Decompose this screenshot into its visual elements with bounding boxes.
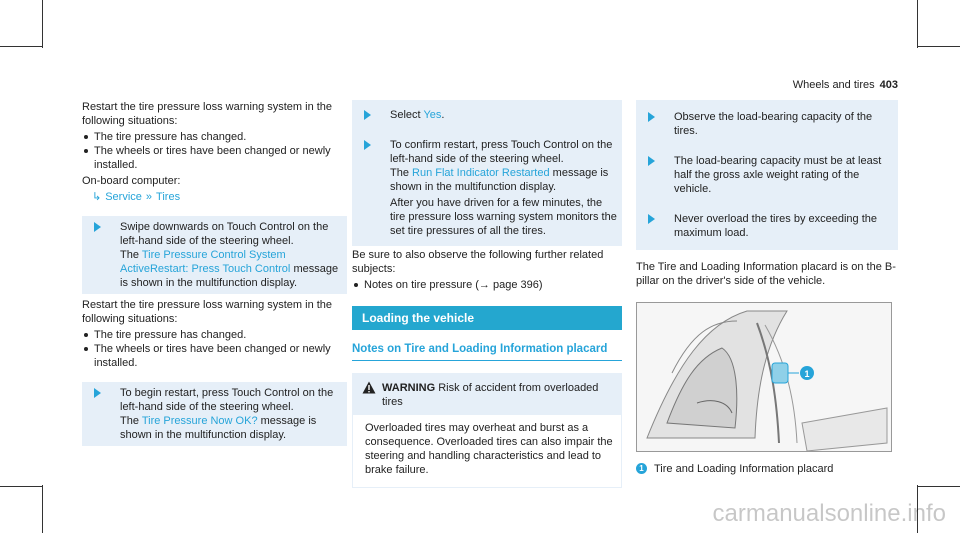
list-item: The wheels or tires have been changed or newly installed.	[82, 144, 347, 172]
double-chevron-icon: »	[145, 191, 153, 203]
step-text: Observe the load-bearing capacity of the tires.	[674, 111, 873, 137]
display-message: Run Flat Indicator Restarted	[412, 167, 550, 179]
instruction-step	[82, 382, 347, 446]
step-text: Swipe downwards on Touch Control on the left-hand side of the steering wheel.	[120, 221, 329, 247]
crop-mark	[42, 485, 43, 533]
step-text: message is shown in the multifunction display.	[390, 167, 609, 193]
paragraph: The Tire and Loading Information placard is on the B-pillar on the driver's side of the vehicle.	[636, 261, 896, 287]
vehicle-interior-illustration	[636, 302, 892, 452]
onboard-label: On-board computer:	[82, 175, 181, 187]
instruction-step	[636, 106, 898, 142]
list-item: The tire pressure has changed.	[82, 130, 347, 144]
bullet-list	[352, 278, 622, 292]
placard-callout-number: 1	[804, 369, 810, 379]
menu-path-item: Tires	[156, 191, 181, 203]
step-arrow-icon	[364, 110, 371, 120]
watermark: carmanualsonline.info	[712, 500, 946, 527]
step-arrow-icon	[648, 156, 655, 166]
step-text: The	[120, 249, 139, 261]
menu-path	[82, 190, 347, 204]
crop-mark	[0, 46, 42, 47]
list-item: The tire pressure has changed.	[82, 328, 347, 342]
step-arrow-icon	[648, 112, 655, 122]
warning-label: WARNING	[382, 382, 436, 394]
section-heading: Loading the vehicle	[352, 306, 622, 330]
header-section: Wheels and tires	[792, 79, 875, 91]
warning-body: Overloaded tires may overheat and burst as a consequence. Overloaded tires can also impair the steering and handling characteristics and lead to brake failure.	[352, 415, 622, 488]
crop-mark	[42, 0, 43, 48]
step-text: Never overload the tires by exceeding the maximum load.	[674, 213, 878, 239]
instruction-steps	[352, 100, 622, 246]
warning-triangle-icon	[362, 381, 376, 394]
crop-mark	[917, 46, 960, 47]
step-arrow-icon	[94, 222, 101, 232]
step-arrow-icon	[364, 140, 371, 150]
menu-hook-icon: ↳	[92, 191, 102, 203]
callout-number: 1	[636, 463, 647, 474]
step-text: The load-bearing capacity must be at least half the gross axle weight rating of the vehicle.	[674, 155, 882, 195]
column-3	[636, 100, 898, 476]
paragraph: Restart the tire pressure loss warning system in the following situations:	[82, 101, 333, 127]
crop-mark	[0, 486, 42, 487]
menu-path-item: Service	[105, 191, 142, 203]
list-item: The wheels or tires have been changed or newly installed.	[82, 342, 347, 370]
display-option: Yes	[423, 109, 442, 121]
subsection-heading: Notes on Tire and Loading Information placard	[352, 342, 622, 361]
paragraph: Restart the tire pressure loss warning system in the following situations:	[82, 299, 333, 325]
step-text: The	[120, 415, 139, 427]
step-text: To begin restart, press Touch Control on the left-hand side of the steering wheel.	[120, 387, 334, 413]
column-2	[352, 100, 622, 488]
step-text: To confirm restart, press Touch Control on the left-hand side of the steering wheel.	[390, 139, 613, 165]
crop-mark	[917, 0, 918, 48]
figure-caption	[636, 462, 898, 476]
instruction-step	[636, 150, 898, 200]
crop-mark	[917, 486, 960, 487]
step-arrow-icon	[648, 214, 655, 224]
step-text: .	[441, 109, 445, 121]
display-message: Tire Pressure Control System ActiveRestart: Press Touch Control	[120, 249, 291, 275]
step-text: After you have driven for a few minutes, the tire pressure loss warning system monitors the set tire pressures of all the tires.	[390, 197, 617, 237]
display-message: Tire Pressure Now OK?	[141, 415, 258, 427]
bullet-list	[82, 130, 347, 172]
step-text: The	[390, 167, 409, 179]
running-header	[793, 78, 898, 92]
step-text: message is shown in the multifunction display.	[120, 263, 339, 289]
instruction-step	[636, 208, 898, 244]
column-1	[82, 100, 347, 446]
step-text: message is shown in the multifunction display.	[120, 415, 317, 441]
warning-header	[352, 373, 622, 415]
step-text: Select	[390, 109, 421, 121]
instruction-step	[82, 216, 347, 294]
paragraph: Be sure to also observe the following further related subjects:	[352, 249, 604, 275]
page-number: 403	[879, 79, 898, 91]
step-arrow-icon	[94, 388, 101, 398]
bullet-list	[82, 328, 347, 370]
instruction-step	[352, 104, 622, 126]
caption-text: Tire and Loading Information placard	[654, 463, 834, 475]
warning-title: Risk of accident from overloaded tires	[382, 382, 599, 408]
instruction-step	[352, 134, 622, 242]
instruction-steps	[636, 100, 898, 250]
list-item: Notes on tire pressure (→ page 396)	[352, 278, 622, 292]
